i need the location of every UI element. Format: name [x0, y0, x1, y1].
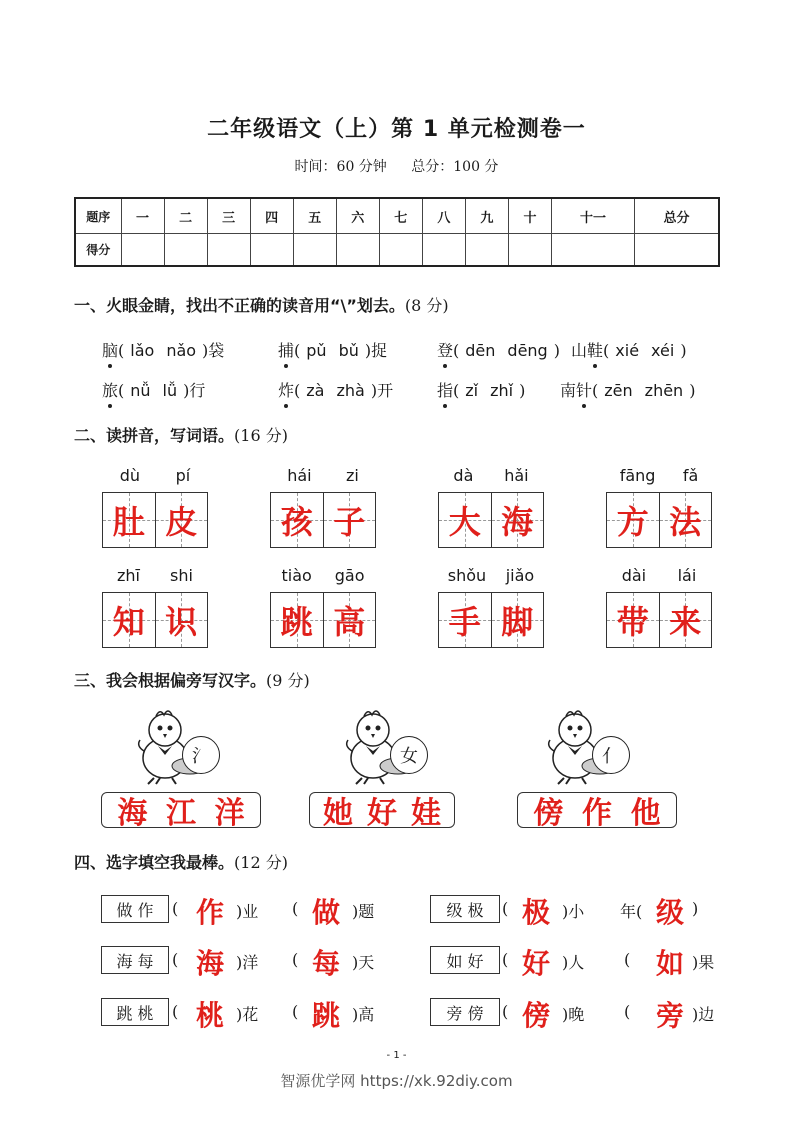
- answer-char: 娃: [411, 796, 441, 831]
- score-cell[interactable]: [465, 234, 508, 266]
- pinyin-choice-item: 旅( nǚ lǚ )行: [102, 378, 205, 401]
- tianzige-cell[interactable]: [323, 493, 376, 547]
- total-score-label: 总分：100 分: [411, 159, 499, 175]
- blank-suffix: )晚: [562, 1005, 585, 1024]
- blank-open: (: [292, 899, 299, 918]
- word-suffix: 开: [377, 381, 394, 400]
- blank-suffix: )洋: [236, 953, 259, 972]
- answer-char: 他: [630, 796, 661, 831]
- answer-char: 海: [117, 796, 148, 831]
- score-table-score-row: [75, 234, 719, 266]
- blank-open: (: [502, 950, 509, 969]
- pinyin-word-box: [102, 466, 208, 548]
- pinyin-syllable: fāng: [619, 466, 656, 485]
- radical-circle: [592, 736, 630, 774]
- tianzige-cell[interactable]: [103, 493, 155, 547]
- dotted-char: 指: [437, 378, 453, 401]
- char-choice-pair: 如 好: [430, 946, 500, 974]
- answer-char: 肚: [112, 503, 145, 541]
- answer-char: 好: [367, 796, 397, 831]
- tianzige-box: [270, 492, 376, 548]
- tianzige-cell[interactable]: [491, 593, 544, 647]
- tianzige-box: [438, 492, 544, 548]
- answer-char: 来: [669, 603, 702, 641]
- pinyin-option: zhǐ: [490, 381, 514, 400]
- pinyin-choice-item: 登( dēn dēng ): [437, 338, 560, 361]
- dotted-char: 旅: [102, 378, 118, 401]
- score-cell[interactable]: [164, 234, 207, 266]
- tianzige-cell[interactable]: [103, 593, 155, 647]
- blank-word-text: 晚: [568, 1005, 585, 1024]
- pinyin-syllable: shi: [170, 566, 193, 585]
- score-col: 七: [379, 198, 422, 234]
- answer-char: 她: [323, 796, 353, 831]
- time-label: 时间：60 分钟: [294, 159, 387, 175]
- tianzige-cell[interactable]: [155, 493, 208, 547]
- score-col: 总分: [634, 198, 719, 234]
- word-prefix: 山: [571, 341, 588, 360]
- pinyin-syllable: zi: [345, 466, 359, 485]
- blank-word-text: 边: [698, 1005, 715, 1024]
- dotted-char: 针: [576, 378, 592, 401]
- score-cell[interactable]: [634, 234, 719, 266]
- score-cell[interactable]: [379, 234, 422, 266]
- score-col: 九: [465, 198, 508, 234]
- pinyin-syllable: dà: [453, 466, 474, 485]
- score-cell[interactable]: [207, 234, 250, 266]
- pinyin-syllable: pí: [175, 466, 191, 485]
- pinyin-option: zēn: [604, 381, 633, 400]
- tianzige-cell[interactable]: [439, 493, 491, 547]
- pinyin-label: [606, 466, 712, 490]
- answer-char: 大: [448, 503, 481, 541]
- answer-char: 带: [616, 603, 649, 641]
- score-cell[interactable]: [121, 234, 164, 266]
- pinyin-label: [606, 566, 712, 590]
- blank-suffix: )业: [236, 902, 259, 921]
- dotted-char: 捕: [278, 338, 294, 361]
- blank-suffix: ): [692, 899, 699, 918]
- score-cell[interactable]: [422, 234, 465, 266]
- blank-suffix: )小: [562, 902, 585, 921]
- tianzige-cell[interactable]: [323, 593, 376, 647]
- pinyin-label: [102, 566, 208, 590]
- pinyin-syllable: shǒu: [447, 566, 487, 585]
- word-prefix: 南: [560, 381, 577, 400]
- answer-char: 江: [165, 796, 196, 831]
- answer-char[interactable]: 做: [312, 896, 341, 929]
- tianzige-box: [102, 592, 208, 648]
- answer-char[interactable]: 如: [656, 947, 685, 980]
- pinyin-choice-item: 脑( lǎo nǎo )袋: [102, 338, 224, 361]
- pinyin-label: [270, 466, 376, 490]
- score-cell[interactable]: [336, 234, 379, 266]
- word-suffix: 袋: [208, 341, 225, 360]
- pinyin-syllable: dù: [119, 466, 141, 485]
- answer-char: 孩: [280, 503, 313, 541]
- radical-answer-box[interactable]: [309, 792, 455, 831]
- blank-open: (: [502, 1002, 509, 1021]
- tianzige-cell[interactable]: [271, 493, 323, 547]
- radical-label: 女: [400, 746, 418, 767]
- answer-char: 方: [616, 503, 649, 541]
- radical-circle: [390, 736, 428, 774]
- tianzige-cell[interactable]: [439, 593, 491, 647]
- blank-open: (: [624, 1002, 631, 1021]
- blank-word-text: 题: [358, 902, 375, 921]
- blank-open: (: [172, 899, 179, 918]
- blank-word-text: 高: [358, 1005, 375, 1024]
- tianzige-box: [102, 492, 208, 548]
- blank-word-text: 业: [242, 902, 259, 921]
- pinyin-option: zǐ: [465, 381, 479, 400]
- pinyin-choice-item: 炸( zà zhà )开: [278, 378, 393, 401]
- answer-char[interactable]: 极: [522, 896, 551, 929]
- blank-open: (: [624, 950, 631, 969]
- tianzige-cell[interactable]: [155, 593, 208, 647]
- blank-open: 年(: [620, 902, 643, 921]
- score-table-header-row: [75, 198, 719, 234]
- score-col: 八: [422, 198, 465, 234]
- answer-char[interactable]: 跳: [312, 999, 341, 1032]
- row-header-question: 题序: [75, 198, 121, 234]
- watermark: 智源优学网 https://xk.92diy.com: [280, 1072, 513, 1090]
- char-choice-pair: 跳 桃: [101, 998, 169, 1026]
- score-col: 二: [164, 198, 207, 234]
- dotted-char: 炸: [278, 378, 294, 401]
- blank-suffix: )果: [692, 953, 715, 972]
- pinyin-label: [270, 566, 376, 590]
- blank-suffix: )天: [352, 953, 375, 972]
- blank-word-text: 天: [358, 953, 375, 972]
- blank-word-text: 果: [698, 953, 715, 972]
- dotted-char: 脑: [102, 338, 118, 361]
- blank-open: (: [172, 1002, 179, 1021]
- pinyin-option: dēng: [507, 341, 548, 360]
- tianzige-cell[interactable]: [607, 493, 659, 547]
- pinyin-choice-item: 山鞋( xié xéi ): [571, 338, 687, 361]
- row-header-score: 得分: [75, 234, 121, 266]
- answer-char[interactable]: 作: [196, 896, 225, 929]
- pinyin-syllable: dài: [621, 566, 647, 585]
- pinyin-option: xéi: [651, 341, 675, 360]
- pinyin-word-box: [438, 566, 544, 648]
- tianzige-cell[interactable]: [491, 493, 544, 547]
- blank-suffix: )高: [352, 1005, 375, 1024]
- section-2-heading: 二、读拼音，写词语。(16 分): [74, 426, 288, 445]
- char-choice-pair: 海 每: [101, 946, 169, 974]
- score-table: [74, 197, 720, 267]
- dotted-char: 鞋: [587, 338, 603, 361]
- radical-answer-box[interactable]: [101, 792, 261, 831]
- tianzige-cell[interactable]: [659, 493, 712, 547]
- blank-word-text: 人: [568, 953, 585, 972]
- radical-answer-box[interactable]: [517, 792, 677, 831]
- pinyin-option: zhēn: [644, 381, 684, 400]
- pinyin-choice-item: 指( zǐ zhǐ ): [437, 378, 525, 401]
- char-choice-pair: 旁 傍: [430, 998, 500, 1026]
- answer-char: 海: [501, 503, 534, 541]
- pinyin-choice-item: 捕( pǔ bǔ )捉: [278, 338, 387, 361]
- char-choice-pair: 做 作: [101, 895, 169, 923]
- score-col: 四: [250, 198, 293, 234]
- pinyin-option: zà: [306, 381, 325, 400]
- section-3-heading: 三、我会根据偏旁写汉字。(9 分): [74, 671, 310, 690]
- radical-circle: [182, 736, 220, 774]
- pinyin-option: nǎo: [166, 341, 197, 360]
- pinyin-syllable: lái: [677, 566, 697, 585]
- chick-illustration: [130, 706, 220, 790]
- chick-illustration: [338, 706, 428, 790]
- score-cell[interactable]: [250, 234, 293, 266]
- blank-suffix: )花: [236, 1005, 259, 1024]
- answer-char[interactable]: 海: [196, 947, 225, 980]
- answer-char: 手: [448, 603, 481, 641]
- blank-open: (: [292, 1002, 299, 1021]
- score-cell[interactable]: [508, 234, 551, 266]
- answer-char: 法: [669, 503, 702, 541]
- pinyin-option: lǚ: [162, 381, 178, 400]
- score-col: 十: [508, 198, 551, 234]
- section-1-heading: 一、火眼金睛，找出不正确的读音用“\”划去。(8 分): [74, 296, 449, 315]
- pinyin-word-box: [438, 466, 544, 548]
- pinyin-option: pǔ: [306, 341, 327, 360]
- pinyin-syllable: tiào: [281, 566, 312, 585]
- pinyin-word-box: [606, 466, 712, 548]
- page-number: - 1 -: [386, 1050, 407, 1061]
- blank-open: (: [292, 950, 299, 969]
- answer-char[interactable]: 旁: [656, 999, 685, 1032]
- answer-char: 洋: [214, 796, 245, 831]
- pinyin-label: [102, 466, 208, 490]
- pinyin-option: lǎo: [130, 341, 155, 360]
- answer-char: 知: [112, 603, 145, 641]
- dotted-char: 登: [437, 338, 453, 361]
- answer-char: 高: [333, 603, 366, 641]
- tianzige-cell[interactable]: [271, 593, 323, 647]
- pinyin-option: bǔ: [338, 341, 359, 360]
- blank-word-text: 小: [568, 902, 585, 921]
- word-suffix: 行: [189, 381, 206, 400]
- word-suffix: 捉: [371, 341, 388, 360]
- chick-illustration: [540, 706, 630, 790]
- answer-char: 作: [581, 796, 612, 831]
- score-col: 一: [121, 198, 164, 234]
- pinyin-option: dēn: [465, 341, 496, 360]
- pinyin-option: xié: [615, 341, 640, 360]
- exam-meta: [0, 156, 793, 176]
- blank-word-text: 洋: [242, 953, 259, 972]
- answer-char[interactable]: 桃: [196, 999, 225, 1032]
- tianzige-box: [606, 592, 712, 648]
- blank-open: (: [172, 950, 179, 969]
- blank-suffix: )人: [562, 953, 585, 972]
- page-title: 二年级语文（上）第 1 单元检测卷一: [207, 117, 586, 142]
- pinyin-syllable: gāo: [334, 566, 365, 585]
- tianzige-cell[interactable]: [607, 593, 659, 647]
- answer-char: 跳: [280, 603, 313, 641]
- score-col: 十一: [551, 198, 634, 234]
- answer-char[interactable]: 好: [522, 947, 551, 980]
- blank-word-text: 花: [242, 1005, 259, 1024]
- pinyin-word-box: [102, 566, 208, 648]
- answer-char: 皮: [165, 503, 198, 541]
- char-choice-pair: 级 极: [430, 895, 500, 923]
- score-col: 三: [207, 198, 250, 234]
- answer-char[interactable]: 每: [312, 947, 341, 980]
- answer-char[interactable]: 级: [656, 896, 685, 929]
- score-col: 五: [293, 198, 336, 234]
- answer-char: 傍: [533, 796, 564, 831]
- tianzige-cell[interactable]: [659, 593, 712, 647]
- score-cell[interactable]: [293, 234, 336, 266]
- pinyin-word-box: [270, 566, 376, 648]
- score-col: 六: [336, 198, 379, 234]
- radical-label: 亻: [602, 746, 620, 767]
- pinyin-option: zhà: [336, 381, 365, 400]
- pinyin-label: [438, 566, 544, 590]
- pinyin-word-box: [270, 466, 376, 548]
- answer-char: 识: [165, 603, 198, 641]
- pinyin-syllable: zhī: [117, 566, 140, 585]
- blank-suffix: )题: [352, 902, 375, 921]
- pinyin-word-box: [606, 566, 712, 648]
- tianzige-box: [606, 492, 712, 548]
- radical-label: 氵: [192, 746, 210, 767]
- tianzige-box: [270, 592, 376, 648]
- pinyin-syllable: fǎ: [682, 466, 699, 485]
- pinyin-choice-item: 南针( zēn zhēn ): [560, 378, 695, 401]
- section-4-heading: 四、选字填空我最棒。(12 分): [74, 853, 288, 872]
- pinyin-label: [438, 466, 544, 490]
- blank-word-prefix: 年: [620, 902, 637, 921]
- answer-char: 脚: [501, 603, 534, 641]
- pinyin-option: nǚ: [130, 381, 151, 400]
- answer-char[interactable]: 傍: [522, 999, 551, 1032]
- pinyin-syllable: hái: [287, 466, 312, 485]
- blank-suffix: )边: [692, 1005, 715, 1024]
- tianzige-box: [438, 592, 544, 648]
- score-cell[interactable]: [551, 234, 634, 266]
- answer-char: 子: [333, 503, 366, 541]
- blank-open: (: [502, 899, 509, 918]
- pinyin-syllable: hǎi: [504, 466, 529, 485]
- pinyin-syllable: jiǎo: [505, 566, 535, 585]
